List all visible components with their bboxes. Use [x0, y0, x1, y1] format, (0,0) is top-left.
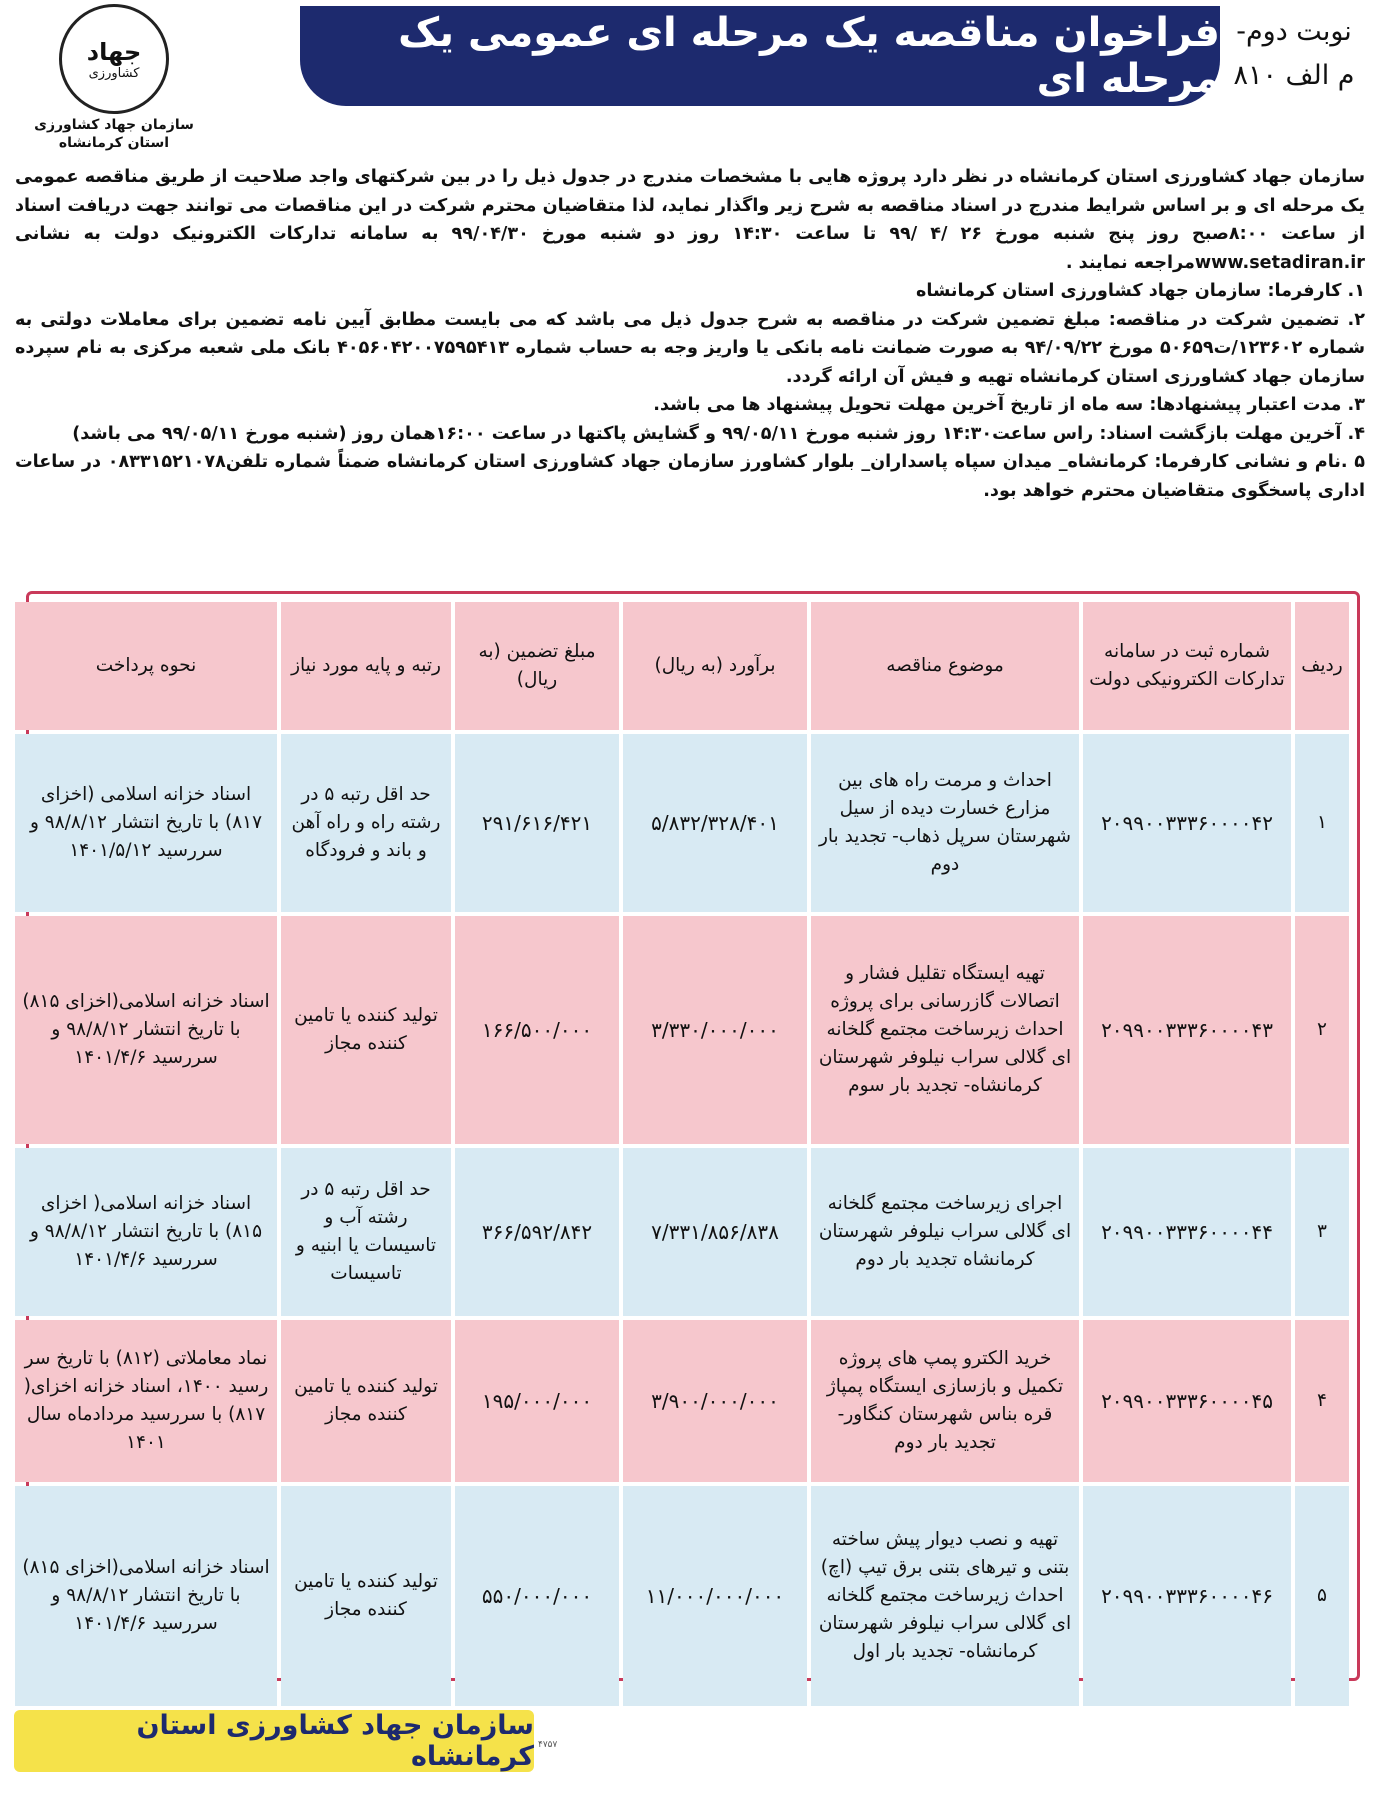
cell-estimate: ۳/۳۳۰/۰۰۰/۰۰۰ [623, 916, 807, 1144]
logo-sub: کشاورزی [88, 65, 140, 81]
footer-banner [14, 1710, 534, 1772]
cell-registration-number: ۲۰۹۹۰۰۳۳۳۶۰۰۰۰۴۴ [1083, 1148, 1291, 1316]
cell-radif: ۵ [1295, 1486, 1349, 1706]
cell-registration-number: ۲۰۹۹۰۰۳۳۳۶۰۰۰۰۴۲ [1083, 734, 1291, 912]
cell-guarantee: ۱۶۶/۵۰۰/۰۰۰ [455, 916, 619, 1144]
publication-notice [1219, 10, 1369, 98]
logo-caption-line-2: استان کرمانشاه [58, 135, 170, 151]
clause-deadline: ۴. آخرین مهلت بازگشت اسناد: راس ساعت۱۴:۳۰ روز شنبه مورخ ۹۹/۰۵/۱۱ و گشایش پاکتها در ساعت ۱۶:۰۰همان روز (شنبه مورخ ۹۹/۰۵/۱۱ می باشد) [72, 423, 1365, 444]
cell-grade: تولید کننده یا تامین کننده مجاز [281, 1486, 451, 1706]
cell-guarantee: ۲۹۱/۶۱۶/۴۲۱ [455, 734, 619, 912]
cell-estimate: ۷/۳۳۱/۸۵۶/۸۳۸ [623, 1148, 807, 1316]
cell-guarantee: ۳۶۶/۵۹۲/۸۴۲ [455, 1148, 619, 1316]
cell-grade: حد اقل رتبه ۵ در رشته راه و راه آهن و باند و فرودگاه [281, 734, 451, 912]
header-radif: ردیف [1295, 602, 1349, 730]
cell-subject: اجرای زیرساخت مجتمع گلخانه ای گلالی سراب نیلوفر شهرستان کرمانشاه تجدید بار دوم [811, 1148, 1079, 1316]
page-title: فراخوان مناقصه یک مرحله ای عمومی یک مرحله ای [398, 10, 1220, 102]
header-registration-number: شماره ثبت در سامانه تدارکات الکترونیکی دولت [1083, 602, 1291, 730]
footer-code: ۴۷۵۷ [538, 1740, 558, 1750]
logo-word: جهاد [86, 37, 142, 66]
nobat-line-2: م الف ۸۱۰ [1233, 60, 1355, 91]
cell-payment: نماد معاملاتی (۸۱۲) با تاریخ سر رسید ۱۴۰۰، اسناد خزانه اخزای( ۸۱۷) با سررسید مردادماه سال ۱۴۰۱ [15, 1320, 277, 1482]
cell-registration-number: ۲۰۹۹۰۰۳۳۳۶۰۰۰۰۴۶ [1083, 1486, 1291, 1706]
cell-subject: تهیه و نصب دیوار پیش ساخته بتنی و تیرهای بتنی برق تیپ (اچ) احداث زیرساخت مجتمع گلخانه ای گلالی سراب نیلوفر شهرستان کرمانشاه- تجدید بار اول [811, 1486, 1079, 1706]
clause-address: ۵ .نام و نشانی کارفرما: کرمانشاه_ میدان سپاه پاسداران_ بلوار کشاورز سازمان جهاد کشاورزی استان کرمانشاه ضمناً شماره تلفن۰۸۳۳۱۵۲۱۰۷۸ در ساعات اداری پاسخگوی متقاضیان محترم خواهد بود. [15, 452, 1365, 501]
cell-payment: اسناد خزانه اسلامی( اخزای ۸۱۵) با تاریخ انتشار ۹۸/۸/۱۲ و سررسید ۱۴۰۱/۴/۶ [15, 1148, 277, 1316]
cell-grade: تولید کننده یا تامین کننده مجاز [281, 916, 451, 1144]
cell-estimate: ۱۱/۰۰۰/۰۰۰/۰۰۰ [623, 1486, 807, 1706]
header-guarantee: مبلغ تضمین (به ریال) [455, 602, 619, 730]
cell-guarantee: ۵۵۰/۰۰۰/۰۰۰ [455, 1486, 619, 1706]
cell-subject: احداث و مرمت راه های بین مزارع خسارت دیده از سیل شهرستان سرپل ذهاب- تجدید بار دوم [811, 734, 1079, 912]
cell-grade: حد اقل رتبه ۵ در رشته آب و تاسیسات یا ابنیه و تاسیسات [281, 1148, 451, 1316]
cell-payment: اسناد خزانه اسلامی (اخزای ۸۱۷) با تاریخ انتشار ۹۸/۸/۱۲ و سررسید ۱۴۰۱/۵/۱۲ [15, 734, 277, 912]
footer-organization: سازمان جهاد کشاورزی استان کرمانشاه [136, 1710, 534, 1772]
cell-radif: ۳ [1295, 1148, 1349, 1316]
intro-text [15, 163, 1365, 505]
header-grade: رتبه و پایه مورد نیاز [281, 602, 451, 730]
nobat-line-1: نوبت دوم- [1236, 16, 1352, 47]
table-header-row [15, 602, 1349, 730]
header-payment: نحوه پرداخت [15, 602, 277, 730]
cell-radif: ۱ [1295, 734, 1349, 912]
cell-estimate: ۳/۹۰۰/۰۰۰/۰۰۰ [623, 1320, 807, 1482]
logo-caption-line-1: سازمان جهاد کشاورزی [34, 117, 194, 133]
cell-guarantee: ۱۹۵/۰۰۰/۰۰۰ [455, 1320, 619, 1482]
logo-caption [14, 116, 214, 152]
cell-registration-number: ۲۰۹۹۰۰۳۳۳۶۰۰۰۰۴۳ [1083, 916, 1291, 1144]
tender-table-container [22, 591, 1360, 1681]
table-row [15, 1320, 1349, 1482]
cell-grade: تولید کننده یا تامین کننده مجاز [281, 1320, 451, 1482]
clause-employer: ۱. کارفرما: سازمان جهاد کشاورزی استان کرمانشاه [915, 281, 1365, 301]
header-subject: موضوع مناقصه [811, 602, 1079, 730]
clause-validity: ۳. مدت اعتبار پیشنهادها: سه ماه از تاریخ آخرین مهلت تحویل پیشنهاد ها می باشد. [653, 395, 1365, 415]
cell-radif: ۲ [1295, 916, 1349, 1144]
cell-payment: اسناد خزانه اسلامی(اخزای ۸۱۵) با تاریخ انتشار ۹۸/۸/۱۲ و سررسید ۱۴۰۱/۴/۶ [15, 1486, 277, 1706]
organization-logo [14, 4, 214, 150]
cell-subject: تهیه ایستگاه تقلیل فشار و اتصالات گازرسانی برای پروژه احداث زیرساخت مجتمع گلخانه ای گلالی سراب نیلوفر شهرستان کرمانشاه- تجدید بار سوم [811, 916, 1079, 1144]
cell-subject: خرید الکترو پمپ های پروژه تکمیل و بازسازی ایستگاه پمپاژ قره بناس شهرستان کنگاور- تجدید بار دوم [811, 1320, 1079, 1482]
logo-emblem-icon [59, 4, 169, 114]
title-banner [300, 6, 1220, 106]
table-row [15, 734, 1349, 912]
tender-table [11, 598, 1353, 1710]
table-row [15, 916, 1349, 1144]
cell-estimate: ۵/۸۳۲/۳۲۸/۴۰۱ [623, 734, 807, 912]
cell-payment: اسناد خزانه اسلامی(اخزای ۸۱۵) با تاریخ انتشار ۹۸/۸/۱۲ و سررسید ۱۴۰۱/۴/۶ [15, 916, 277, 1144]
cell-registration-number: ۲۰۹۹۰۰۳۳۳۶۰۰۰۰۴۵ [1083, 1320, 1291, 1482]
clause-guarantee: ۲. تضمین شرکت در مناقصه: مبلغ تضمین شرکت در مناقصه به شرح جدول ذیل می باشد که می بایست مطابق آیین نامه تضمین برای معاملات دولتی به شماره ۱۲۳۶۰۲/ت۵۰۶۵۹ مورخ ۹۴/۰۹/۲۲ به صورت ضمانت نامه بانکی یا واریز وجه به حساب شماره ۴۰۵۶۰۴۲۰۰۷۵۹۵۴۱۳ بانک ملی شعبه مرکزی به نام سپرده سازمان جهاد کشاورزی استان کرمانشاه تهیه و فیش آن ارائه گردد. [15, 309, 1365, 387]
table-row [15, 1486, 1349, 1706]
header-estimate: برآورد (به ریال) [623, 602, 807, 730]
intro-paragraph: سازمان جهاد کشاورزی استان کرمانشاه در نظر دارد پروژه هایی با مشخصات مندرج در جدول ذیل را در بین شرکتهای واجد صلاحیت از طریق مناقصه عمومی یک مرحله ای و بر اساس شرایط مندرج در اسناد مناقصه به شرح زیر واگذار نماید، لذا متقاضیان محترم شرکت در این مناقصات می توانند جهت دریافت اسناد از ساعت ۸:۰۰صبح روز پنج شنبه مورخ ۲۶ /۴ /۹۹ تا ساعت ۱۴:۳۰ روز دو شنبه مورخ ۹۹/۰۴/۳۰ به سامانه تدارکات الکترونیک دولت به نشانی www.setadiran.irمراجعه نمایند . [15, 167, 1365, 273]
table-row [15, 1148, 1349, 1316]
header [0, 0, 1381, 150]
cell-radif: ۴ [1295, 1320, 1349, 1482]
